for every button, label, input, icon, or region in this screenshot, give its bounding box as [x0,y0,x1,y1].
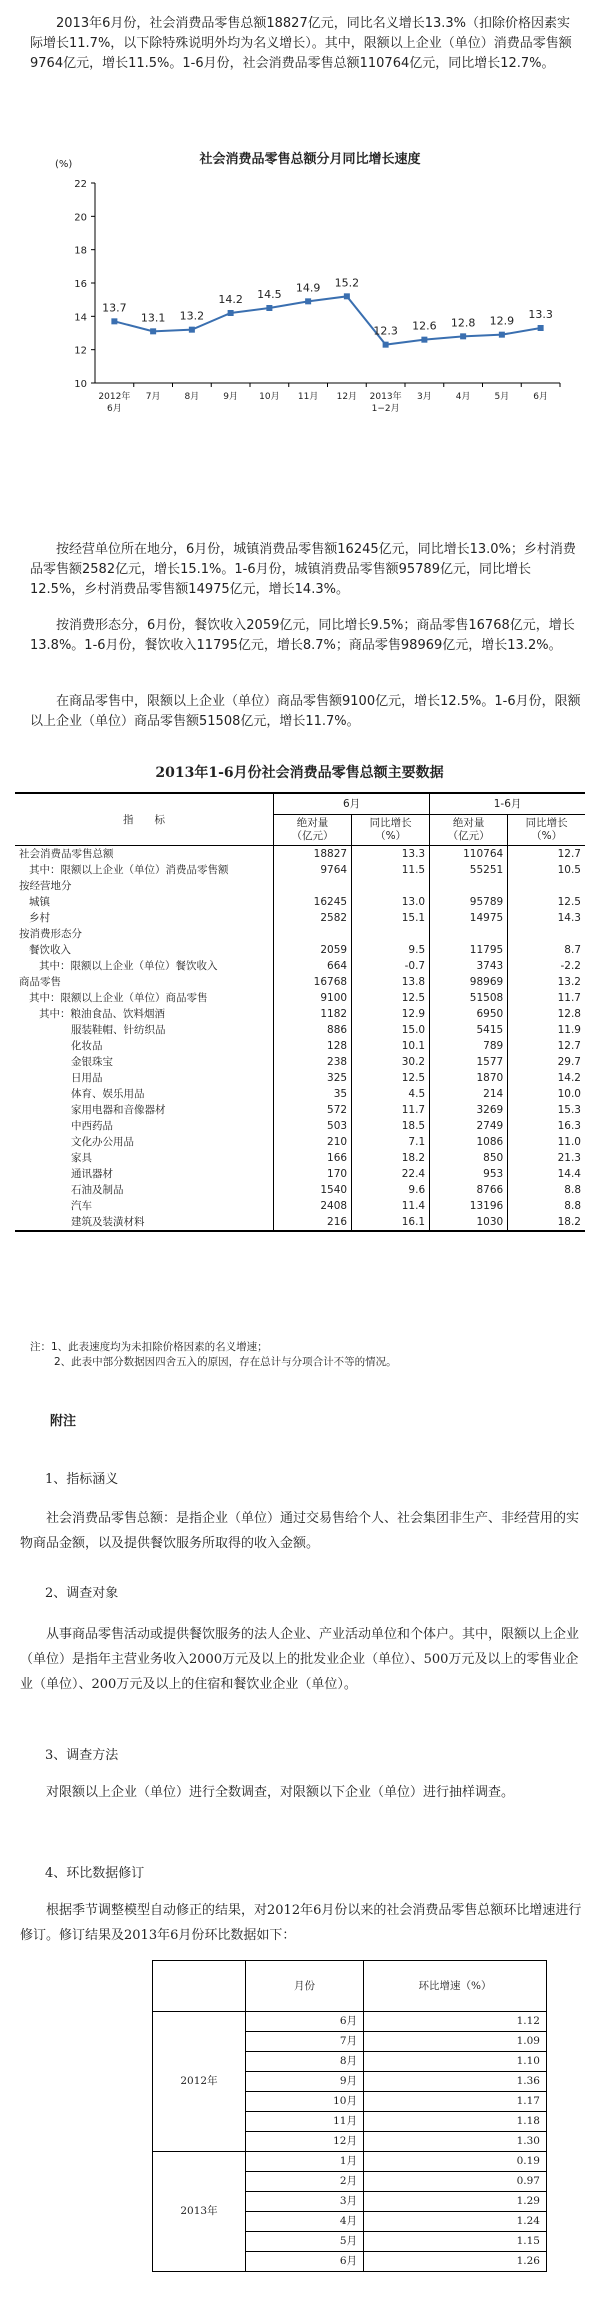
subheader-unit: （亿元） [291,830,334,842]
subheader-unit: （亿元） [447,830,490,842]
y-tick-label: 14 [74,312,87,324]
subheader-h1-absolute [430,815,508,846]
table-row [15,1182,585,1198]
cell-growth: 11.0 [508,1134,585,1150]
row-label: 社会消费品零售总额 [19,848,114,860]
cell-absolute [274,926,352,942]
table-row [15,1150,585,1166]
table-row [15,1006,585,1022]
growth-chart [50,138,570,468]
chart-svg [50,138,570,468]
revision-month: 1月 [246,2152,364,2172]
row-label: 家用电器和音像器材 [71,1104,166,1116]
cell-growth: 21.3 [508,1150,585,1166]
cell-growth: 10.0 [508,1086,585,1102]
cell-absolute: 1030 [430,1214,508,1231]
section-4-title: 4、环比数据修订 [45,1866,145,1881]
chart-title: 社会消费品零售总额分月同比增长速度 [199,152,421,167]
note-2: 2、此表中部分数据因四舍五入的原因，存在总计与分项合计不等的情况。 [54,1356,397,1368]
cell-absolute: 98969 [430,974,508,990]
revision-year: 2013年 [153,2152,246,2272]
cell-absolute: 503 [274,1118,352,1134]
data-label: 14.9 [295,281,321,295]
main-table-body [15,846,585,1232]
row-label: 其中：限额以上企业（单位）消费品零售额 [29,864,229,876]
data-point [189,327,195,333]
data-point [111,318,117,324]
revision-rate: 1.18 [364,2112,547,2132]
revision-rate: 1.10 [364,2052,547,2072]
table-row [15,942,585,958]
table-row [15,910,585,926]
x-tick-label: 2013年 [369,392,402,402]
cell-absolute: 789 [430,1038,508,1054]
cell-growth: 11.7 [508,990,585,1006]
cell-growth: -0.7 [352,958,430,974]
cell-absolute: 214 [430,1086,508,1102]
cell-absolute: 14975 [430,910,508,926]
cell-absolute: 3269 [430,1102,508,1118]
cell-growth [352,926,430,942]
revision-rate: 1.12 [364,2012,547,2032]
appendix-title: 附注 [50,1414,77,1429]
cell-growth: 12.9 [352,1006,430,1022]
revision-month: 2月 [246,2172,364,2192]
revision-rate: 0.19 [364,2152,547,2172]
y-axis-unit-label: (%) [55,159,73,170]
cell-absolute: 210 [274,1134,352,1150]
data-point [538,325,544,331]
cell-absolute: 886 [274,1022,352,1038]
cell-growth: 12.7 [508,1038,585,1054]
row-label: 体育、娱乐用品 [71,1088,145,1100]
revision-year: 2012年 [153,2012,246,2152]
cell-growth: 29.7 [508,1054,585,1070]
cell-absolute: 1577 [430,1054,508,1070]
data-label: 13.3 [528,308,553,321]
section-4-text: 根据季节调整模型自动修正的结果，对2012年6月份以来的社会消费品零售总额环比增速进行修订。修订结果及2013年6月份环比数据如下： [20,1903,582,1943]
row-label: 按经营地分 [19,880,72,892]
cell-absolute: 664 [274,958,352,974]
cell-growth: 15.3 [508,1102,585,1118]
cell-growth: 13.8 [352,974,430,990]
row-label: 化妆品 [71,1040,103,1052]
cell-absolute [430,926,508,942]
revision-rate: 1.29 [364,2192,547,2212]
series-line [114,296,540,344]
row-label: 文化办公用品 [71,1136,134,1148]
intro-paragraph: 2013年6月份，社会消费品零售总额18827亿元，同比名义增长13.3%（扣除价格因素实际增长11.7%，以下除特殊说明外均为名义增长）。其中，限额以上企业（单位）消费品零售额9764亿元，增长11.5%。1-6月份，社会消费品零售总额110764亿元，同比增长12.7%。 [30,16,572,71]
row-label: 建筑及装潢材料 [15,1214,274,1231]
table-row [15,1198,585,1214]
cell-absolute [274,878,352,894]
data-point [344,293,350,299]
row-label: 通讯器材 [71,1168,113,1180]
row-label: 乡村 [29,912,50,924]
table-row [15,1102,585,1118]
cell-growth: 9.6 [352,1182,430,1198]
cell-growth: 12.5 [352,1070,430,1086]
cell-absolute: 9764 [274,862,352,878]
cell-growth: 22.4 [352,1166,430,1182]
section-3-text: 对限额以上企业（单位）进行全数调查，对限额以下企业（单位）进行抽样调查。 [46,1785,515,1800]
section-1-title: 1、指标涵义 [45,1472,119,1487]
cell-growth: -2.2 [508,958,585,974]
data-label: 14.5 [257,288,282,301]
table-row [15,894,585,910]
cell-absolute: 325 [274,1070,352,1086]
revision-rate: 0.97 [364,2172,547,2192]
cell-growth: 12.7 [508,846,585,863]
revision-month: 12月 [246,2132,364,2152]
data-label: 15.2 [334,276,360,290]
row-label: 石油及制品 [71,1184,124,1196]
table-notes [30,1340,397,1370]
revision-month: 5月 [246,2232,364,2252]
revision-month: 9月 [246,2072,364,2092]
table-row [15,1022,585,1038]
cell-absolute: 128 [274,1038,352,1054]
cell-absolute: 16245 [274,894,352,910]
cell-growth: 8.8 [508,1198,585,1214]
data-label: 14.2 [218,293,243,306]
revision-row [153,2152,547,2172]
cell-absolute: 850 [430,1150,508,1166]
row-label: 餐饮收入 [29,944,71,956]
revision-month: 6月 [246,2252,364,2272]
cell-growth: 18.5 [352,1118,430,1134]
row-label: 汽车 [71,1200,92,1212]
revision-table [152,1960,547,2272]
cell-growth: 12.5 [508,894,585,910]
cell-growth: 13.3 [352,846,430,863]
cell-absolute: 51508 [430,990,508,1006]
table-row [15,1054,585,1070]
table-row [15,974,585,990]
cell-growth: 30.2 [352,1054,430,1070]
cell-growth: 18.2 [508,1214,585,1231]
cell-absolute: 55251 [430,862,508,878]
row-label: 城镇 [29,896,50,908]
cell-absolute: 1540 [274,1182,352,1198]
cell-absolute: 9100 [274,990,352,1006]
y-tick-label: 12 [74,345,87,357]
cell-growth: 11.5 [352,862,430,878]
x-tick-label: 6月 [533,392,548,402]
revision-month: 7月 [246,2032,364,2052]
table-row [15,926,585,942]
period-header-h1: 1-6月 [430,793,585,815]
cell-absolute: 953 [430,1166,508,1182]
revision-month: 6月 [246,2012,364,2032]
revision-header-rate: 环比增速（%） [364,1961,547,2012]
cell-absolute: 11795 [430,942,508,958]
cell-absolute: 2408 [274,1198,352,1214]
section-3-title: 3、调查方法 [45,1748,119,1763]
cell-absolute: 238 [274,1054,352,1070]
cell-growth: 9.5 [352,942,430,958]
cell-growth: 11.9 [508,1022,585,1038]
cell-growth [352,878,430,894]
data-point [460,333,466,339]
data-point [150,328,156,334]
cell-absolute: 2582 [274,910,352,926]
revision-month: 8月 [246,2052,364,2072]
revision-rate: 1.30 [364,2132,547,2152]
row-label: 其中：限额以上企业（单位）餐饮收入 [39,960,218,972]
revision-rate: 1.26 [364,2252,547,2272]
cell-absolute: 572 [274,1102,352,1118]
x-tick-label: 1−2月 [371,404,400,414]
y-tick-label: 16 [74,279,87,290]
table-row [15,862,585,878]
revision-table-body [153,2012,547,2272]
x-tick-label: 11月 [297,392,319,402]
section-2-text: 从事商品零售活动或提供餐饮服务的法人企业、产业活动单位和个体户。其中，限额以上企业（单位）是指年主营业务收入2000万元及以上的批发业企业（单位）、500万元及以上的零售业企业（单位）、200万元及以上的住宿和餐饮业企业（单位）。 [20,1627,580,1692]
revision-month: 3月 [246,2192,364,2212]
table-row [15,1134,585,1150]
data-label: 12.9 [489,314,515,328]
cell-growth: 18.2 [352,1150,430,1166]
revision-header-year [153,1961,246,2012]
cell-absolute [430,878,508,894]
row-label: 按消费形态分 [19,928,82,940]
cell-growth: 14.3 [508,910,585,926]
main-table-title: 2013年1-6月份社会消费品零售总额主要数据 [155,765,444,781]
cell-absolute: 16768 [274,974,352,990]
subheader-unit: （%） [531,830,563,842]
cell-absolute: 1182 [274,1006,352,1022]
row-label: 金银珠宝 [71,1056,113,1068]
cell-absolute: 3743 [430,958,508,974]
cell-growth: 11.7 [352,1102,430,1118]
cell-growth: 12.8 [508,1006,585,1022]
cell-absolute: 6950 [430,1006,508,1022]
cell-growth: 15.0 [352,1022,430,1038]
data-label: 13.2 [179,309,205,323]
paragraph-by-region: 按经营单位所在地分，6月份，城镇消费品零售额16245亿元，同比增长13.0%；乡村消费品零售额2582亿元，增长15.1%。1-6月份，城镇消费品零售额95789亿元，同比增长12.5%，乡村消费品零售额14975亿元，增长14.3%。 [30,542,576,597]
cell-growth: 15.1 [352,910,430,926]
cell-growth: 14.2 [508,1070,585,1086]
data-label: 12.6 [412,319,437,333]
cell-absolute: 2059 [274,942,352,958]
subheader-line: 同比增长 [525,817,568,829]
row-label: 其中：限额以上企业（单位）商品零售 [29,992,208,1004]
row-label: 服装鞋帽、针纺织品 [71,1024,166,1036]
section-2-title: 2、调查对象 [45,1586,119,1601]
data-point [383,342,389,348]
cell-absolute: 95789 [430,894,508,910]
data-label: 13.1 [140,311,166,325]
data-point [266,305,272,311]
cell-growth: 13.0 [352,894,430,910]
revision-header-month: 月份 [246,1961,364,2012]
data-point [421,337,427,343]
cell-growth: 11.4 [352,1198,430,1214]
x-tick-label: 5月 [494,392,510,402]
revision-rate: 1.17 [364,2092,547,2112]
cell-growth: 14.4 [508,1166,585,1182]
table-row [15,1214,585,1231]
cell-growth: 16.1 [352,1214,430,1231]
cell-growth: 16.3 [508,1118,585,1134]
cell-absolute: 170 [274,1166,352,1182]
cell-absolute: 216 [274,1214,352,1231]
revision-rate: 1.24 [364,2212,547,2232]
x-tick-label: 7月 [145,392,161,402]
subheader-line: 绝对量 [452,817,485,829]
row-label: 家具 [71,1152,92,1164]
paragraph-goods: 在商品零售中，限额以上企业（单位）商品零售额9100亿元，增长12.5%。1-6月份，限额以上企业（单位）商品零售额51508亿元，增长11.7%。 [30,694,581,729]
main-data-table [15,792,585,1232]
y-tick-label: 22 [74,179,87,190]
x-tick-label: 3月 [417,392,432,402]
data-point [305,298,311,304]
period-header-june: 6月 [274,793,430,815]
x-tick-label: 4月 [455,392,471,402]
cell-growth [508,878,585,894]
y-tick-label: 18 [74,245,87,257]
revision-rate: 1.15 [364,2232,547,2252]
cell-absolute: 13196 [430,1198,508,1214]
revision-month: 4月 [246,2212,364,2232]
data-label: 12.3 [373,324,398,338]
cell-growth: 7.1 [352,1134,430,1150]
row-label: 中西药品 [71,1120,113,1132]
x-tick-label: 6月 [107,404,122,414]
indicator-header: 指 标 [15,793,274,846]
table-row [15,1086,585,1102]
cell-growth: 10.1 [352,1038,430,1054]
row-label: 其中：粮油食品、饮料烟酒 [39,1008,165,1020]
cell-growth: 13.2 [508,974,585,990]
cell-absolute: 1870 [430,1070,508,1086]
table-row [15,1038,585,1054]
x-tick-label: 10月 [259,392,280,402]
x-tick-label: 2012年 [98,392,131,402]
data-point [499,332,505,338]
section-1-text: 社会消费品零售总额：是指企业（单位）通过交易售给个人、社会集团非生产、非经营用的实物商品金额，以及提供餐饮服务所取得的收入金额。 [20,1511,580,1551]
row-label: 商品零售 [19,976,61,988]
table-row [15,878,585,894]
subheader-june-growth [352,815,430,846]
table-row [15,846,585,863]
cell-absolute: 110764 [430,846,508,863]
cell-absolute: 1086 [430,1134,508,1150]
table-row [15,990,585,1006]
cell-growth: 10.5 [508,862,585,878]
revision-row [153,2012,547,2032]
x-tick-label: 12月 [336,392,358,402]
data-point [228,310,234,316]
y-tick-label: 20 [74,212,87,224]
x-tick-label: 9月 [223,392,238,402]
revision-month: 10月 [246,2092,364,2112]
row-label: 日用品 [71,1072,103,1084]
subheader-line: 同比增长 [369,817,412,829]
cell-absolute: 5415 [430,1022,508,1038]
cell-growth: 12.5 [352,990,430,1006]
cell-absolute: 166 [274,1150,352,1166]
cell-growth: 8.7 [508,942,585,958]
cell-absolute: 2749 [430,1118,508,1134]
cell-growth: 4.5 [352,1086,430,1102]
cell-absolute: 8766 [430,1182,508,1198]
revision-rate: 1.36 [364,2072,547,2092]
subheader-unit: （%） [375,830,407,842]
table-row [15,1118,585,1134]
data-label: 13.7 [102,301,127,315]
y-tick-label: 10 [74,379,87,390]
subheader-line: 绝对量 [296,817,329,829]
note-1: 注：1、此表速度均为未扣除价格因素的名义增速； [30,1341,268,1353]
data-label: 12.8 [450,316,476,330]
subheader-h1-growth [508,815,585,846]
subheader-june-absolute [274,815,352,846]
table-row [15,1070,585,1086]
revision-month: 11月 [246,2112,364,2132]
cell-growth: 8.8 [508,1182,585,1198]
cell-absolute: 35 [274,1086,352,1102]
paragraph-by-form: 按消费形态分，6月份，餐饮收入2059亿元，同比增长9.5%；商品零售16768亿元，增长13.8%。1-6月份，餐饮收入11795亿元，增长8.7%；商品零售98969亿元，增长13.2%。 [30,618,575,653]
cell-growth [508,926,585,942]
x-tick-label: 8月 [184,392,200,402]
table-row [15,1166,585,1182]
table-row [15,958,585,974]
cell-absolute: 18827 [274,846,352,863]
revision-rate: 1.09 [364,2032,547,2052]
